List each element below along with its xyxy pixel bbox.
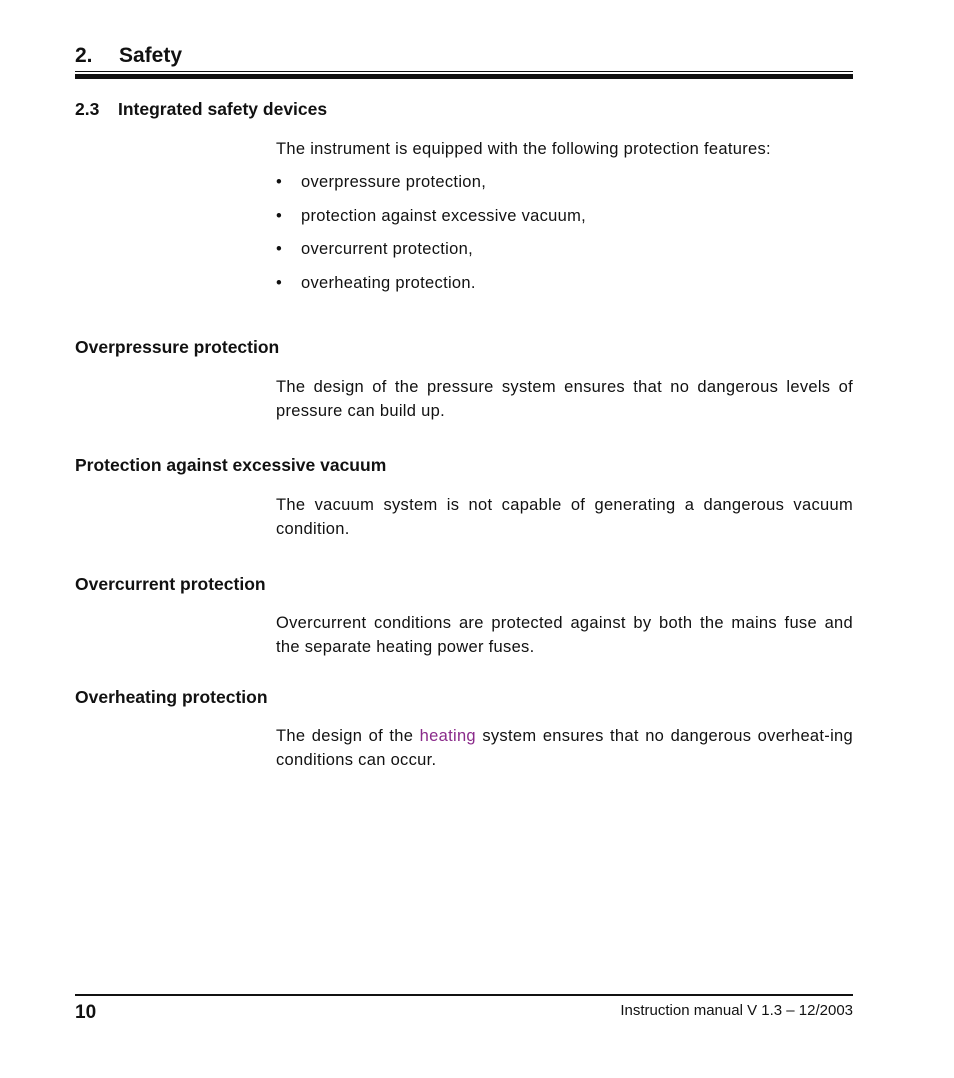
overcurrent-text: Overcurrent conditions are protected against by both the mains fuse and the separate heating power fuses.	[276, 614, 853, 656]
vacuum-text: The vacuum system is not capable of generating a dangerous vacuum condition.	[276, 496, 853, 538]
overpressure-heading: Overpressure protection	[75, 337, 280, 357]
heating-link[interactable]: heating	[419, 727, 476, 745]
chapter-title: Safety	[119, 44, 183, 67]
protection-feature-list	[276, 170, 586, 304]
section-title: Integrated safety devices	[118, 99, 328, 119]
footer-rule	[75, 994, 853, 996]
list-item	[276, 170, 586, 204]
list-item	[276, 271, 586, 305]
chapter-heading	[75, 44, 182, 68]
list-item	[276, 204, 586, 238]
vacuum-heading: Protection against excessive vacuum	[75, 455, 387, 475]
bullet-icon: •	[276, 240, 283, 259]
bullet-icon: •	[276, 206, 283, 225]
overpressure-text: The design of the pressure system ensures that no dangerous levels of pressure can build up.	[276, 378, 853, 420]
section-heading	[75, 99, 327, 120]
overheating-text-end: system ensures that no dangerous overheat-ing conditions can occur.	[276, 727, 853, 769]
intro-paragraph: The instrument is equipped with the following protection features:	[276, 140, 771, 158]
header-rule-thin	[75, 71, 853, 72]
document-info: Instruction manual V 1.3 – 12/2003	[620, 1002, 853, 1019]
section-number: 2.3	[75, 99, 100, 119]
list-item-text: overheating protection.	[301, 273, 476, 292]
overheating-text	[276, 724, 853, 772]
page-number: 10	[75, 1002, 97, 1023]
list-item-text: overpressure protection,	[301, 173, 487, 191]
bullet-icon: •	[276, 173, 283, 191]
list-item-text: overcurrent protection,	[301, 240, 473, 259]
header-rule-thick	[75, 74, 853, 79]
chapter-number: 2.	[75, 44, 93, 67]
overheating-text-start: The design of the	[276, 727, 420, 745]
bullet-icon: •	[276, 273, 283, 292]
list-item-text: protection against excessive vacuum,	[301, 206, 587, 225]
overheating-heading: Overheating protection	[75, 687, 268, 707]
list-item	[276, 237, 586, 271]
overcurrent-heading: Overcurrent protection	[75, 574, 266, 594]
